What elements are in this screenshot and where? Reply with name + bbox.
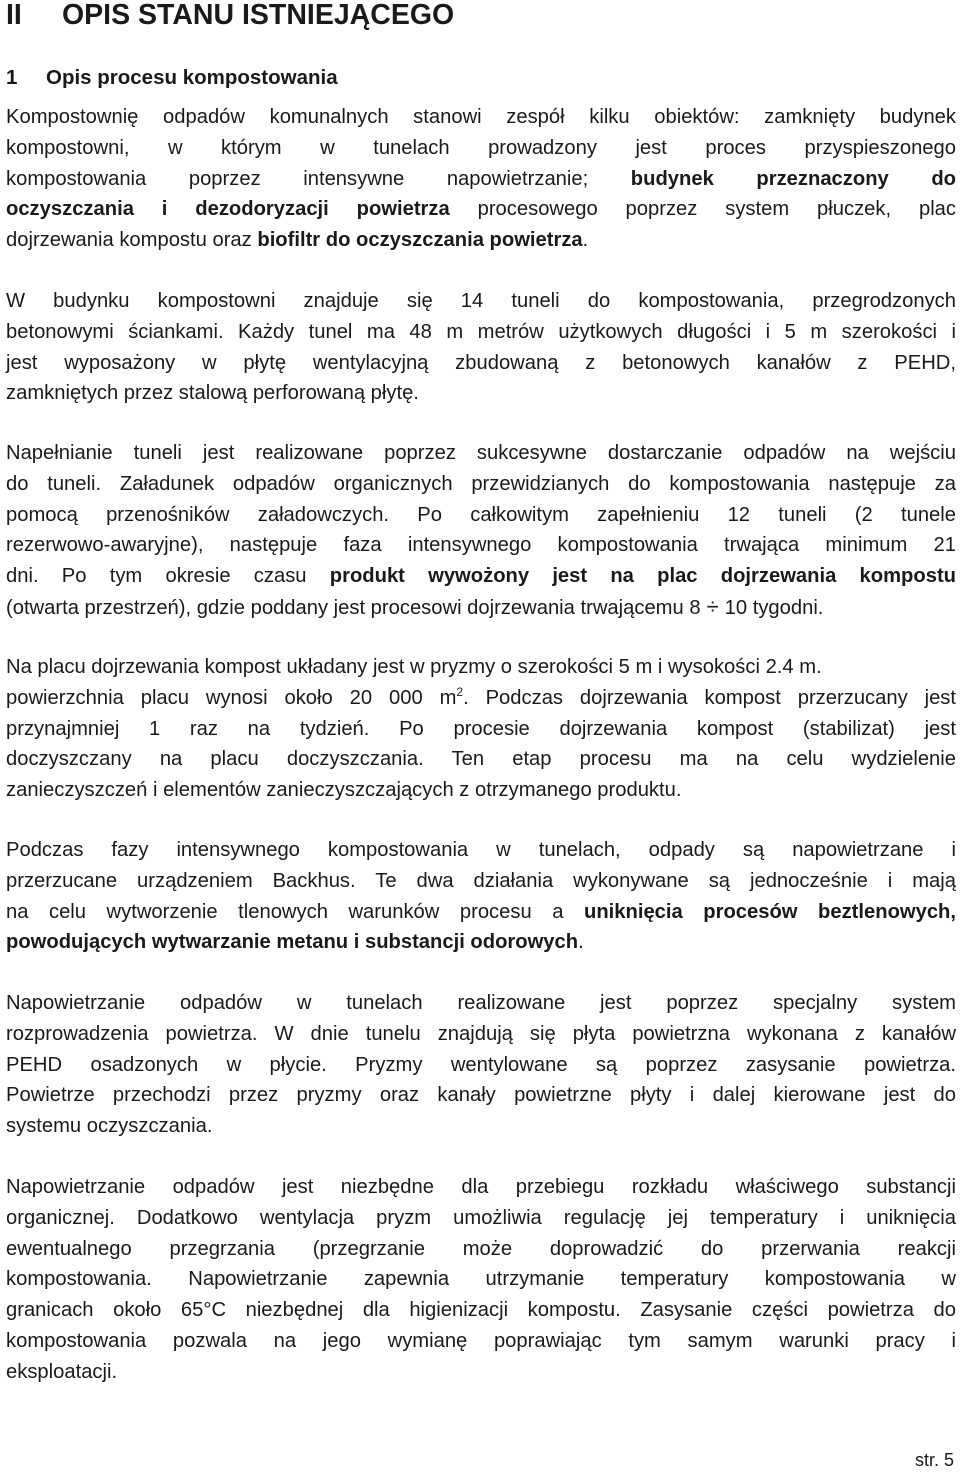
paragraph-6 (6, 988, 956, 1142)
text-run: na celu wytworzenie tlenowych warunków procesu a (6, 900, 564, 923)
paragraph-line: jest wyposażony w płytę wentylacyjną zbudowaną z betonowych kanałów z PEHD, (6, 351, 956, 374)
text-run: dojrzewania kompostu oraz (6, 229, 252, 252)
paragraph-line: systemu oczyszczania. (6, 1115, 213, 1138)
division-sign: ÷ (706, 593, 719, 619)
text-run: (otwarta przestrzeń), gdzie poddany jest procesowi dojrzewania trwającemu 8 (6, 596, 701, 619)
subsection-number: 1 (6, 66, 18, 89)
paragraph-line: organicznej. Dodatkowo wentylacja pryzm umożliwia regulację jej temperatury i uniknięcia (6, 1206, 956, 1229)
paragraph-line: Napowietrzanie odpadów w tunelach realizowane jest poprzez specjalny system (6, 992, 956, 1014)
paragraph-line: przerzucane urządzeniem Backhus. Te dwa działania wykonywane są jednocześnie i mają (6, 869, 956, 892)
paragraph-line: PEHD osadzonych w płycie. Pryzmy wentylowane są poprzez zasysanie powietrza. (6, 1053, 956, 1076)
bold-text-run: biofiltr do oczyszczania powietrza (257, 229, 583, 252)
paragraph-3 (6, 438, 956, 623)
bold-text-run: produkt wywożony jest na plac dojrzewania kompostu (329, 565, 956, 588)
paragraph-line: pomocą przenośników załadowczych. Po całkowitym zapełnieniu 12 tuneli (2 tunele (6, 503, 956, 526)
bold-text-run: powodujących wytwarzanie metanu i substancji odorowych (6, 931, 579, 954)
text-run: powierzchnia placu wynosi około 20 000 m (6, 686, 457, 709)
text-run: kompostowania poprzez intensywne napowietrzanie; (6, 167, 589, 190)
text-run: . Podczas dojrzewania kompost przerzucany jest (463, 686, 956, 709)
paragraph-line (6, 683, 956, 714)
paragraph-line: betonowymi ściankami. Każdy tunel ma 48 m metrów użytkowych długości i 5 m szerokości i (6, 320, 956, 343)
subsection-title: Opis procesu kompostowania (46, 66, 338, 89)
paragraph-line: kompostowni, w którym w tunelach prowadzony jest proces przyspieszonego (6, 136, 956, 159)
bold-text-run: budynek przeznaczony do (630, 167, 956, 190)
paragraph-line: granicach około 65°C niezbędnej dla higienizacji kompostu. Zasysanie części powietrza do (6, 1299, 956, 1322)
paragraph-line: Powietrze przechodzi przez pryzmy oraz kanały powietrzne płyty i dalej kierowane jest do (6, 1084, 956, 1107)
paragraph-line: Podczas fazy intensywnego kompostowania w tunelach, odpady są napowietrzane i (6, 839, 956, 861)
section-heading (6, 0, 454, 30)
subsection-heading (6, 65, 338, 91)
paragraph-line: eksploatacji. (6, 1360, 118, 1383)
paragraph-line: Napowietrzanie odpadów jest niezbędne dla przebiegu rozkładu właściwego substancji (6, 1176, 956, 1198)
paragraph-1 (6, 102, 956, 256)
section-number: II (6, 0, 22, 31)
paragraph-line: zamkniętych przez stalową perforowaną płytę. (6, 382, 419, 405)
page-number: str. 5 (914, 1450, 954, 1470)
paragraph-line (6, 164, 956, 195)
paragraph-2 (6, 286, 956, 409)
superscript: 2 (456, 684, 464, 699)
paragraph-5 (6, 835, 956, 958)
text-run: . (578, 931, 584, 954)
paragraph-4 (6, 652, 956, 806)
text-run: . (582, 229, 589, 252)
paragraph-line: kompostowania. Napowietrzanie zapewnia utrzymanie temperatury kompostowania w (6, 1268, 956, 1291)
paragraph-line: W budynku kompostowni znajduje się 14 tuneli do kompostowania, przegrodzonych (6, 290, 956, 312)
paragraph-line (6, 194, 956, 225)
paragraph-line: Napełnianie tuneli jest realizowane poprzez sukcesywne dostarczanie odpadów na wejściu (6, 442, 956, 464)
paragraph-line (6, 561, 956, 592)
paragraph-line: doczyszczany na placu doczyszczania. Ten etap procesu ma na celu wydzielenie (6, 748, 956, 771)
paragraph-line (6, 225, 956, 256)
bold-text-run: oczyszczania i dezodoryzacji powietrza (6, 198, 450, 221)
paragraph-line: rozprowadzenia powietrza. W dnie tunelu znajdują się płyta powietrzna wykonana z kanałów (6, 1022, 956, 1045)
paragraph-line (6, 592, 956, 623)
paragraph-line: kompostowania pozwala na jego wymianę poprawiając tym samym warunki pracy i (6, 1329, 956, 1352)
paragraph-line: do tuneli. Załadunek odpadów organicznych przewidzianych do kompostowania następuje za (6, 472, 956, 495)
paragraph-line (6, 897, 956, 928)
paragraph-7 (6, 1172, 956, 1388)
text-run: 10 tygodni. (724, 596, 824, 619)
text-run: dni. Po tym okresie czasu (6, 565, 307, 588)
section-title: OPIS STANU ISTNIEJĄCEGO (62, 0, 455, 31)
paragraph-line: Na placu dojrzewania kompost układany jest w pryzmy o szerokości 5 m i wysokości 2.4 m. (6, 656, 822, 678)
paragraph-line: ewentualnego przegrzania (przegrzanie może doprowadzić do przerwania reakcji (6, 1237, 956, 1260)
bold-text-run: uniknięcia procesów beztlenowych, (584, 900, 956, 923)
text-run: procesowego poprzez system płuczek, plac (477, 198, 957, 221)
paragraph-line (6, 927, 956, 958)
paragraph-line: przynajmniej 1 raz na tydzień. Po procesie dojrzewania kompost (stabilizat) jest (6, 717, 956, 740)
paragraph-line: zanieczyszczeń i elementów zanieczyszczających z otrzymanego produktu. (6, 779, 682, 802)
paragraph-line: Kompostownię odpadów komunalnych stanowi zespół kilku obiektów: zamknięty budynek (6, 106, 956, 128)
paragraph-line: rezerwowo-awaryjne), następuje faza intensywnego kompostowania trwająca minimum 21 (6, 534, 956, 557)
